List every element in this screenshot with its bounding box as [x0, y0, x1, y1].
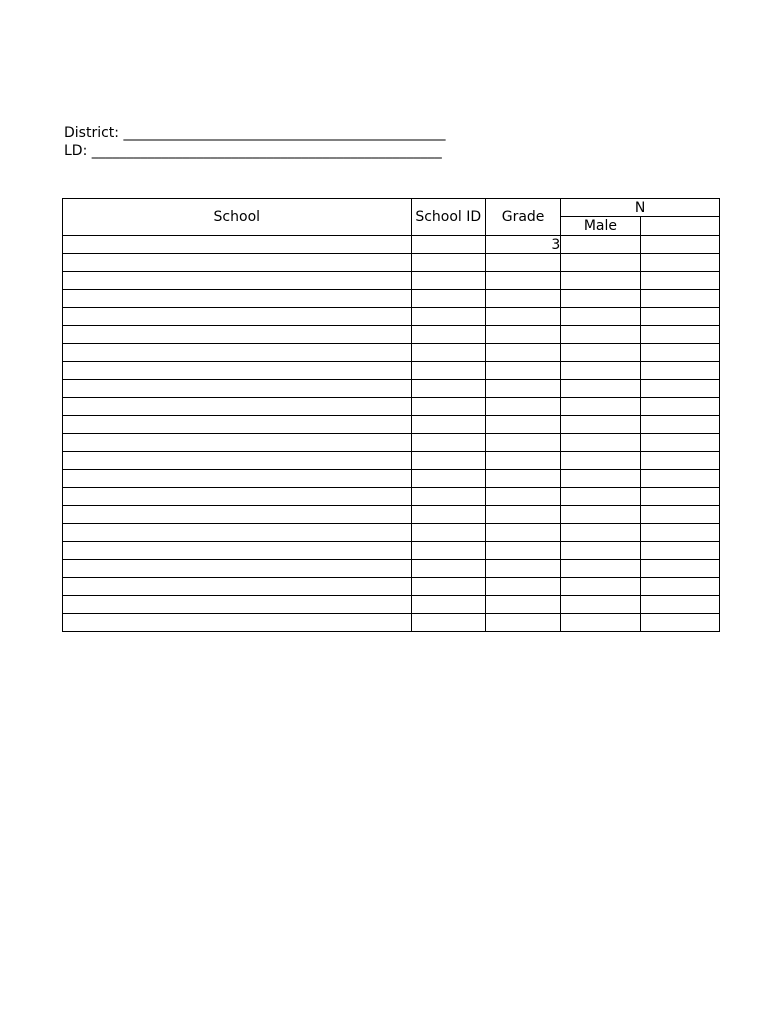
cell-school-id[interactable] [411, 290, 485, 308]
column-header-next [640, 217, 719, 236]
cell-school-id[interactable] [411, 416, 485, 434]
cell-grade[interactable] [485, 614, 560, 632]
cell-school-id[interactable] [411, 236, 485, 254]
cell-next[interactable] [640, 380, 719, 398]
table-row [63, 362, 720, 380]
cell-school[interactable] [63, 614, 412, 632]
school-table-container [62, 198, 646, 641]
cell-school-id[interactable] [411, 452, 485, 470]
cell-school-id[interactable] [411, 254, 485, 272]
cell-male[interactable] [561, 326, 640, 344]
cell-male[interactable] [561, 290, 640, 308]
cell-next[interactable] [640, 290, 719, 308]
cell-male[interactable] [561, 578, 640, 596]
cell-male[interactable] [561, 470, 640, 488]
cell-male[interactable] [561, 506, 640, 524]
cell-next[interactable] [640, 326, 719, 344]
cell-grade[interactable] [485, 524, 560, 542]
cell-school[interactable] [63, 290, 412, 308]
table-row [63, 398, 720, 416]
cell-grade[interactable] [485, 470, 560, 488]
cell-school[interactable] [63, 524, 412, 542]
cell-male[interactable] [561, 362, 640, 380]
cell-next[interactable] [640, 308, 719, 326]
cell-school-id[interactable] [411, 560, 485, 578]
cell-next[interactable] [640, 488, 719, 506]
cell-male[interactable] [561, 488, 640, 506]
cell-school-id[interactable] [411, 578, 485, 596]
cell-male[interactable] [561, 434, 640, 452]
cell-school[interactable] [63, 542, 412, 560]
column-group-header: N [561, 199, 720, 217]
table-row [63, 290, 720, 308]
table-row [63, 326, 720, 344]
cell-next[interactable] [640, 362, 719, 380]
cell-school[interactable] [63, 488, 412, 506]
cell-next[interactable] [640, 524, 719, 542]
cell-school-id[interactable] [411, 596, 485, 614]
cell-grade[interactable] [485, 560, 560, 578]
cell-male[interactable] [561, 596, 640, 614]
cell-male[interactable] [561, 398, 640, 416]
cell-next[interactable] [640, 254, 719, 272]
cell-next[interactable] [640, 542, 719, 560]
table-body [63, 236, 720, 632]
cell-school[interactable] [63, 506, 412, 524]
table-row [63, 542, 720, 560]
cell-school[interactable] [63, 398, 412, 416]
cell-school[interactable] [63, 434, 412, 452]
table-row [63, 452, 720, 470]
column-header-school-id: School ID [411, 199, 485, 236]
cell-school-id[interactable] [411, 524, 485, 542]
cell-school[interactable] [63, 344, 412, 362]
cell-grade[interactable] [485, 380, 560, 398]
cell-male[interactable] [561, 380, 640, 398]
column-header-male: Male [561, 217, 640, 236]
cell-school[interactable] [63, 254, 412, 272]
school-table [62, 198, 720, 632]
cell-male[interactable] [561, 524, 640, 542]
cell-grade[interactable] [485, 452, 560, 470]
column-header-school: School [63, 199, 412, 236]
table-row [63, 578, 720, 596]
cell-school[interactable] [63, 362, 412, 380]
cell-school[interactable] [63, 380, 412, 398]
cell-school[interactable] [63, 308, 412, 326]
cell-school-id[interactable] [411, 272, 485, 290]
cell-school-id[interactable] [411, 344, 485, 362]
cell-next[interactable] [640, 506, 719, 524]
table-row [63, 272, 720, 290]
table-row [63, 254, 720, 272]
cell-grade[interactable] [485, 488, 560, 506]
table-row [63, 560, 720, 578]
cell-next[interactable] [640, 596, 719, 614]
cell-next[interactable] [640, 578, 719, 596]
cell-next[interactable] [640, 272, 719, 290]
cell-school-id[interactable] [411, 614, 485, 632]
cell-next[interactable] [640, 236, 719, 254]
cell-male[interactable] [561, 254, 640, 272]
cell-male[interactable] [561, 236, 640, 254]
cell-school[interactable] [63, 326, 412, 344]
cell-next[interactable] [640, 434, 719, 452]
table-row [63, 236, 720, 254]
cell-school-id[interactable] [411, 470, 485, 488]
cell-school[interactable] [63, 596, 412, 614]
cell-next[interactable] [640, 470, 719, 488]
cell-next[interactable] [640, 560, 719, 578]
cell-school[interactable] [63, 236, 412, 254]
cell-male[interactable] [561, 560, 640, 578]
cell-school-id[interactable] [411, 542, 485, 560]
cell-grade[interactable]: 3 [485, 236, 560, 254]
table-row [63, 614, 720, 632]
cell-male[interactable] [561, 452, 640, 470]
table-row [63, 488, 720, 506]
cell-grade[interactable] [485, 290, 560, 308]
table-row [63, 470, 720, 488]
cell-school[interactable] [63, 416, 412, 434]
cell-grade[interactable] [485, 344, 560, 362]
cell-school[interactable] [63, 470, 412, 488]
cell-school-id[interactable] [411, 506, 485, 524]
cell-grade[interactable] [485, 542, 560, 560]
cell-next[interactable] [640, 398, 719, 416]
cell-male[interactable] [561, 614, 640, 632]
cell-school-id[interactable] [411, 362, 485, 380]
cell-grade[interactable] [485, 272, 560, 290]
cell-grade[interactable] [485, 416, 560, 434]
cell-school-id[interactable] [411, 434, 485, 452]
cell-grade[interactable] [485, 596, 560, 614]
cell-next[interactable] [640, 344, 719, 362]
table-row [63, 344, 720, 362]
cell-male[interactable] [561, 344, 640, 362]
cell-school[interactable] [63, 578, 412, 596]
table-row [63, 434, 720, 452]
cell-male[interactable] [561, 308, 640, 326]
table-row [63, 506, 720, 524]
district-field-label: District: ______________________________________________ [64, 125, 446, 141]
table-row [63, 416, 720, 434]
cell-school[interactable] [63, 272, 412, 290]
cell-school-id[interactable] [411, 488, 485, 506]
table-row [63, 308, 720, 326]
cell-next[interactable] [640, 614, 719, 632]
column-header-grade: Grade [485, 199, 560, 236]
cell-school[interactable] [63, 560, 412, 578]
cell-school-id[interactable] [411, 308, 485, 326]
cell-grade[interactable] [485, 398, 560, 416]
cell-grade[interactable] [485, 362, 560, 380]
cell-male[interactable] [561, 542, 640, 560]
cell-school-id[interactable] [411, 380, 485, 398]
cell-school-id[interactable] [411, 326, 485, 344]
cell-school[interactable] [63, 452, 412, 470]
cell-grade[interactable] [485, 434, 560, 452]
cell-grade[interactable] [485, 308, 560, 326]
cell-grade[interactable] [485, 326, 560, 344]
cell-grade[interactable] [485, 254, 560, 272]
ld-field-label: LD: __________________________________________________ [64, 143, 442, 159]
table-row [63, 380, 720, 398]
table-row [63, 524, 720, 542]
cell-grade[interactable] [485, 578, 560, 596]
cell-next[interactable] [640, 452, 719, 470]
table-row [63, 596, 720, 614]
cell-male[interactable] [561, 416, 640, 434]
cell-school-id[interactable] [411, 398, 485, 416]
cell-male[interactable] [561, 272, 640, 290]
cell-next[interactable] [640, 416, 719, 434]
cell-grade[interactable] [485, 506, 560, 524]
